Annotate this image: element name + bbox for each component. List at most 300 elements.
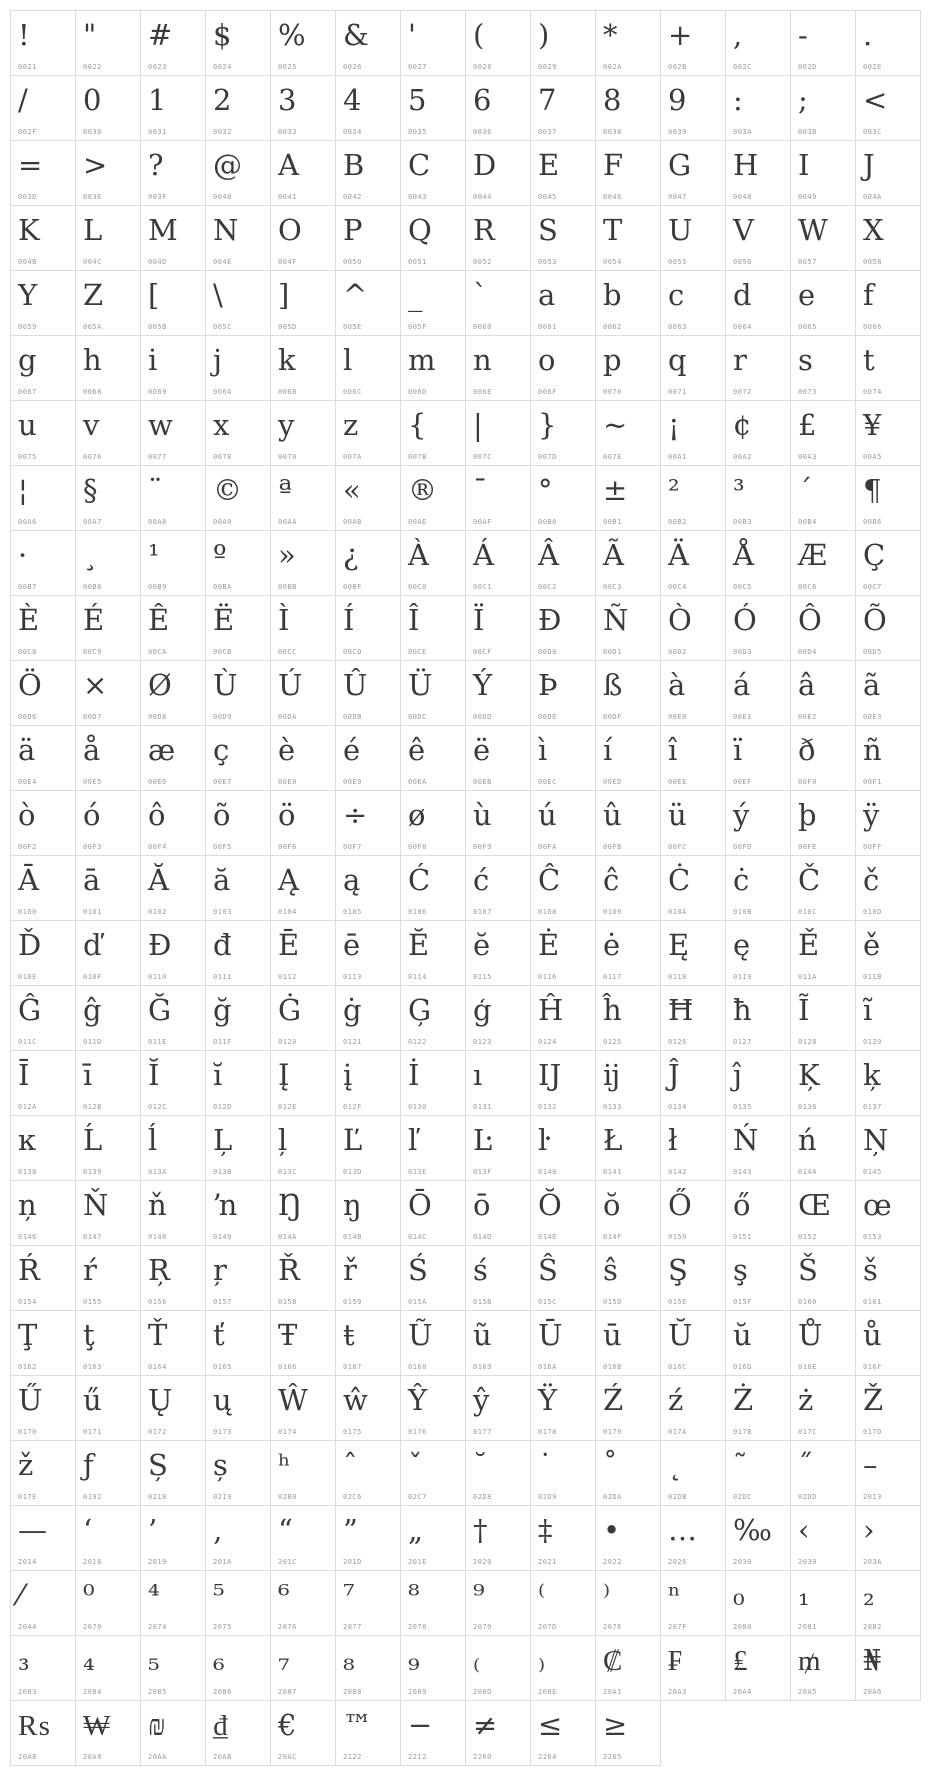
glyph-codepoint: 0119 <box>733 973 752 981</box>
glyph-cell <box>206 1051 271 1116</box>
glyph-char: ŉ <box>213 1188 239 1222</box>
glyph-codepoint: 00F2 <box>18 843 37 851</box>
glyph-codepoint: 00A2 <box>733 453 752 461</box>
glyph-char: ˇ <box>408 1448 423 1482</box>
glyph-cell <box>596 856 661 921</box>
glyph-cell <box>11 466 76 531</box>
glyph-char: Ħ <box>668 993 694 1027</box>
glyph-char: Ł <box>603 1123 623 1157</box>
glyph-codepoint: 0162 <box>18 1363 37 1371</box>
glyph-char: ₪ <box>148 1708 166 1742</box>
glyph-char: ⁰ <box>83 1578 95 1612</box>
glyph-char: ċ <box>733 863 750 897</box>
glyph-char: ₤ <box>733 1643 748 1677</box>
glyph-codepoint: 2122 <box>343 1753 362 1761</box>
glyph-codepoint: 20A9 <box>83 1753 102 1761</box>
glyph-codepoint: 0022 <box>83 63 102 71</box>
glyph-codepoint: 0024 <box>213 63 232 71</box>
glyph-cell <box>596 1311 661 1376</box>
glyph-codepoint: 0102 <box>148 908 167 916</box>
glyph-codepoint: 011C <box>18 1038 37 1046</box>
glyph-cell <box>336 1701 401 1766</box>
glyph-codepoint: 0141 <box>603 1168 622 1176</box>
glyph-char: ğ <box>213 993 232 1027</box>
glyph-char: ' <box>408 18 416 52</box>
glyph-char: ĝ <box>83 993 102 1027</box>
glyph-codepoint: 20AA <box>148 1753 167 1761</box>
glyph-codepoint: 0120 <box>278 1038 297 1046</box>
glyph-cell <box>596 791 661 856</box>
glyph-cell <box>206 1181 271 1246</box>
glyph-cell <box>206 1376 271 1441</box>
glyph-char: Ž <box>863 1383 884 1417</box>
glyph-cell <box>661 401 726 466</box>
glyph-codepoint: 0139 <box>83 1168 102 1176</box>
glyph-codepoint: 00A5 <box>863 453 882 461</box>
glyph-char: ß <box>603 668 623 702</box>
glyph-codepoint: 015A <box>408 1298 427 1306</box>
glyph-char: ć <box>473 863 490 897</box>
glyph-char: Ä <box>668 538 689 572</box>
glyph-cell <box>726 1506 791 1571</box>
glyph-codepoint: 2013 <box>863 1493 882 1501</box>
glyph-cell <box>466 1571 531 1636</box>
glyph-codepoint: 0039 <box>668 128 687 136</box>
glyph-cell <box>336 1636 401 1701</box>
glyph-char: ŕ <box>83 1253 97 1287</box>
glyph-cell <box>596 726 661 791</box>
glyph-cell <box>466 1506 531 1571</box>
glyph-char: x <box>213 408 230 442</box>
glyph-codepoint: 0114 <box>408 973 427 981</box>
glyph-codepoint: 20A6 <box>863 1688 882 1696</box>
glyph-codepoint: 0044 <box>473 193 492 201</box>
glyph-cell <box>856 1116 921 1181</box>
glyph-cell <box>791 921 856 986</box>
glyph-cell <box>141 921 206 986</box>
glyph-codepoint: 0023 <box>148 63 167 71</box>
glyph-cell <box>531 336 596 401</box>
glyph-cell <box>206 1506 271 1571</box>
glyph-char: Ã <box>603 538 624 572</box>
glyph-codepoint: 006A <box>213 388 232 396</box>
glyph-char: Ş <box>668 1253 688 1287</box>
glyph-char: ş <box>733 1253 748 1287</box>
glyph-char: Ŋ <box>278 1188 303 1222</box>
glyph-cell <box>596 336 661 401</box>
glyph-char: } <box>538 408 557 442</box>
glyph-codepoint: 0079 <box>278 453 297 461</box>
glyph-codepoint: 0050 <box>343 258 362 266</box>
glyph-char: N <box>213 213 239 247</box>
glyph-cell <box>141 336 206 401</box>
glyph-char: S <box>538 213 558 247</box>
glyph-codepoint: 012D <box>213 1103 232 1111</box>
glyph-cell <box>531 1311 596 1376</box>
glyph-codepoint: 00D2 <box>668 648 687 656</box>
glyph-char: Õ <box>863 603 887 637</box>
glyph-cell <box>791 1571 856 1636</box>
glyph-char: ‘ <box>83 1513 93 1547</box>
glyph-char: Ż <box>733 1383 754 1417</box>
glyph-char: @ <box>213 148 242 182</box>
glyph-char: ₄ <box>83 1643 95 1677</box>
glyph-codepoint: 00DA <box>278 713 297 721</box>
glyph-char: ⁾ <box>603 1578 611 1612</box>
glyph-cell <box>141 11 206 76</box>
glyph-cell <box>336 1376 401 1441</box>
glyph-char: Ś <box>408 1253 428 1287</box>
glyph-char: ⁸ <box>408 1578 420 1612</box>
glyph-cell <box>206 76 271 141</box>
glyph-cell <box>466 141 531 206</box>
glyph-cell <box>76 791 141 856</box>
glyph-codepoint: 2077 <box>343 1623 362 1631</box>
glyph-cell <box>271 1636 336 1701</box>
glyph-cell <box>271 1051 336 1116</box>
glyph-char: Ń <box>733 1123 759 1157</box>
glyph-char: ú <box>538 798 557 832</box>
glyph-cell <box>401 1051 466 1116</box>
glyph-char: Ċ <box>668 863 691 897</box>
glyph-codepoint: 0151 <box>733 1233 752 1241</box>
glyph-codepoint: 0068 <box>83 388 102 396</box>
glyph-codepoint: 0128 <box>798 1038 817 1046</box>
glyph-char: ! <box>18 18 30 52</box>
glyph-cell <box>11 336 76 401</box>
glyph-cell <box>401 1571 466 1636</box>
glyph-cell <box>206 1441 271 1506</box>
glyph-codepoint: 0121 <box>343 1038 362 1046</box>
glyph-codepoint: 00DE <box>538 713 557 721</box>
glyph-char: − <box>408 1708 433 1742</box>
glyph-char: ₦ <box>863 1643 882 1677</box>
glyph-char: ; <box>798 83 808 117</box>
glyph-codepoint: 2264 <box>538 1753 557 1761</box>
glyph-codepoint: 20A5 <box>798 1688 817 1696</box>
glyph-codepoint: 2030 <box>733 1558 752 1566</box>
glyph-cell <box>856 791 921 856</box>
glyph-char: ≤ <box>538 1708 563 1742</box>
glyph-char: Ŭ <box>668 1318 693 1352</box>
glyph-char: J <box>863 148 875 182</box>
glyph-char: v <box>83 408 100 442</box>
glyph-codepoint: 0122 <box>408 1038 427 1046</box>
glyph-char: ë <box>473 733 491 767</box>
glyph-char: ũ <box>473 1318 492 1352</box>
glyph-codepoint: 0108 <box>538 908 557 916</box>
glyph-cell <box>791 661 856 726</box>
glyph-char: ‰ <box>733 1513 772 1547</box>
glyph-char: ⁶ <box>278 1578 290 1612</box>
glyph-cell <box>401 986 466 1051</box>
glyph-codepoint: 00D6 <box>18 713 37 721</box>
glyph-char: å <box>83 733 101 767</box>
glyph-char: º <box>213 538 227 572</box>
glyph-codepoint: 2085 <box>148 1688 167 1696</box>
glyph-cell <box>206 596 271 661</box>
glyph-codepoint: 0146 <box>18 1233 37 1241</box>
glyph-char: Ĩ <box>798 993 810 1027</box>
glyph-char: Ő <box>668 1188 692 1222</box>
glyph-codepoint: 0163 <box>83 1363 102 1371</box>
glyph-codepoint: 0045 <box>538 193 557 201</box>
glyph-codepoint: 0046 <box>603 193 622 201</box>
glyph-codepoint: 00B6 <box>863 518 882 526</box>
glyph-codepoint: 002C <box>733 63 752 71</box>
glyph-cell <box>661 206 726 271</box>
glyph-cell <box>466 1441 531 1506</box>
glyph-char: ý <box>733 798 750 832</box>
glyph-char: ₅ <box>148 1643 160 1677</box>
glyph-char: İ <box>408 1058 420 1092</box>
glyph-cell <box>336 76 401 141</box>
glyph-cell <box>76 1376 141 1441</box>
glyph-cell <box>466 661 531 726</box>
glyph-cell <box>401 921 466 986</box>
glyph-char: / <box>18 83 28 117</box>
glyph-cell <box>401 336 466 401</box>
glyph-char: “ <box>278 1513 293 1547</box>
glyph-cell <box>726 1571 791 1636</box>
glyph-char: ‡ <box>538 1513 553 1547</box>
glyph-cell <box>76 1311 141 1376</box>
glyph-cell <box>726 1051 791 1116</box>
glyph-char: ³ <box>733 473 745 507</box>
glyph-codepoint: 0054 <box>603 258 622 266</box>
glyph-codepoint: 0052 <box>473 258 492 266</box>
glyph-cell <box>271 141 336 206</box>
glyph-char: F <box>603 148 624 182</box>
glyph-codepoint: 00B9 <box>148 583 167 591</box>
glyph-char: ¶ <box>863 473 882 507</box>
glyph-codepoint: 00FC <box>668 843 687 851</box>
glyph-char: · <box>18 538 28 572</box>
glyph-codepoint: 02D8 <box>473 1493 492 1501</box>
glyph-codepoint: 016D <box>733 1363 752 1371</box>
glyph-char: ī <box>83 1058 93 1092</box>
glyph-char: Ð <box>538 603 562 637</box>
glyph-char: ă <box>213 863 231 897</box>
glyph-char: „ <box>408 1513 424 1547</box>
glyph-char: ı <box>473 1058 483 1092</box>
glyph-char: ⁴ <box>148 1578 160 1612</box>
glyph-cell <box>401 76 466 141</box>
glyph-codepoint: 0037 <box>538 128 557 136</box>
glyph-char: þ <box>798 798 817 832</box>
glyph-cell <box>661 661 726 726</box>
glyph-codepoint: 2039 <box>798 1558 817 1566</box>
glyph-codepoint: 0025 <box>278 63 297 71</box>
glyph-cell <box>11 921 76 986</box>
glyph-cell <box>206 986 271 1051</box>
glyph-cell <box>206 531 271 596</box>
glyph-cell <box>466 206 531 271</box>
glyph-cell <box>271 76 336 141</box>
glyph-cell <box>76 661 141 726</box>
glyph-cell <box>336 1246 401 1311</box>
glyph-char: é <box>343 733 361 767</box>
glyph-cell <box>466 1376 531 1441</box>
glyph-codepoint: 0111 <box>213 973 232 981</box>
glyph-codepoint: 0150 <box>668 1233 687 1241</box>
glyph-codepoint: 0171 <box>83 1428 102 1436</box>
glyph-cell <box>531 1506 596 1571</box>
glyph-cell <box>726 1116 791 1181</box>
glyph-cell <box>856 856 921 921</box>
glyph-codepoint: 0134 <box>668 1103 687 1111</box>
glyph-codepoint: 006D <box>408 388 427 396</box>
glyph-char: Ľ <box>343 1123 363 1157</box>
glyph-codepoint: 0059 <box>18 323 37 331</box>
glyph-codepoint: 0029 <box>538 63 557 71</box>
glyph-char: Í <box>343 603 355 637</box>
glyph-codepoint: 014F <box>603 1233 622 1241</box>
glyph-cell <box>11 1246 76 1311</box>
glyph-char: Ĝ <box>18 993 42 1027</box>
glyph-char: € <box>278 1708 297 1742</box>
glyph-codepoint: 013F <box>473 1168 492 1176</box>
glyph-cell <box>206 726 271 791</box>
glyph-char: T <box>603 213 623 247</box>
glyph-cell <box>466 1636 531 1701</box>
glyph-codepoint: 0124 <box>538 1038 557 1046</box>
glyph-codepoint: 00FB <box>603 843 622 851</box>
glyph-cell <box>596 11 661 76</box>
glyph-codepoint: 0040 <box>213 193 232 201</box>
glyph-cell <box>726 986 791 1051</box>
glyph-codepoint: 0172 <box>148 1428 167 1436</box>
glyph-cell <box>531 1376 596 1441</box>
glyph-cell <box>141 1181 206 1246</box>
glyph-cell <box>531 531 596 596</box>
glyph-char: ï <box>733 733 743 767</box>
glyph-char: Ů <box>798 1318 823 1352</box>
glyph-codepoint: 02DD <box>798 1493 817 1501</box>
glyph-codepoint: 007E <box>603 453 622 461</box>
glyph-codepoint: 2078 <box>408 1623 427 1631</box>
glyph-codepoint: 011E <box>148 1038 167 1046</box>
glyph-codepoint: 017B <box>733 1428 752 1436</box>
glyph-codepoint: 00B0 <box>538 518 557 526</box>
glyph-cell <box>11 1181 76 1246</box>
glyph-cell <box>11 661 76 726</box>
glyph-codepoint: 017C <box>798 1428 817 1436</box>
glyph-codepoint: 00CD <box>343 648 362 656</box>
glyph-cell <box>401 1311 466 1376</box>
glyph-codepoint: 0042 <box>343 193 362 201</box>
glyph-cell <box>401 1506 466 1571</box>
glyph-cell <box>466 271 531 336</box>
glyph-char: Ņ <box>863 1123 889 1157</box>
glyph-char: L <box>83 213 103 247</box>
glyph-char: ì <box>538 733 548 767</box>
glyph-char: R <box>473 213 495 247</box>
glyph-char: § <box>83 473 98 507</box>
glyph-codepoint: 201E <box>408 1558 427 1566</box>
glyph-char: ŏ <box>603 1188 621 1222</box>
glyph-char: Ĵ <box>668 1058 680 1092</box>
glyph-codepoint: 0053 <box>538 258 557 266</box>
glyph-char: g <box>18 343 37 377</box>
glyph-codepoint: 015D <box>603 1298 622 1306</box>
glyph-char: = <box>18 148 43 182</box>
glyph-char: ( <box>473 18 485 52</box>
glyph-codepoint: 00A8 <box>148 518 167 526</box>
glyph-cell <box>271 1506 336 1571</box>
glyph-codepoint: 00F7 <box>343 843 362 851</box>
glyph-char: ) <box>538 18 550 52</box>
glyph-cell <box>141 271 206 336</box>
glyph-char: W <box>798 213 828 247</box>
glyph-cell <box>141 661 206 726</box>
glyph-cell <box>401 141 466 206</box>
glyph-char: ž <box>18 1448 34 1482</box>
glyph-cell <box>271 11 336 76</box>
glyph-char: Ė <box>538 928 560 962</box>
glyph-cell <box>401 791 466 856</box>
glyph-char: P <box>343 213 363 247</box>
glyph-grid <box>10 10 921 1766</box>
glyph-cell <box>661 1246 726 1311</box>
glyph-cell <box>141 401 206 466</box>
glyph-char: ⁵ <box>213 1578 225 1612</box>
glyph-char: Đ <box>148 928 172 962</box>
glyph-codepoint: 0177 <box>473 1428 492 1436</box>
glyph-codepoint: 00F1 <box>863 778 882 786</box>
glyph-cell <box>11 1701 76 1766</box>
glyph-cell <box>401 1701 466 1766</box>
glyph-cell <box>141 1051 206 1116</box>
glyph-cell <box>271 856 336 921</box>
glyph-cell <box>401 661 466 726</box>
glyph-cell <box>206 466 271 531</box>
glyph-cell <box>856 1506 921 1571</box>
glyph-codepoint: 0175 <box>343 1428 362 1436</box>
glyph-codepoint: 00C4 <box>668 583 687 591</box>
glyph-char: y <box>278 408 295 442</box>
glyph-cell <box>336 271 401 336</box>
glyph-char: 6 <box>473 83 492 117</box>
glyph-cell <box>596 1181 661 1246</box>
glyph-cell <box>141 466 206 531</box>
glyph-char: ₫ <box>213 1708 228 1742</box>
glyph-cell <box>531 856 596 921</box>
glyph-cell <box>11 596 76 661</box>
glyph-codepoint: 0161 <box>863 1298 882 1306</box>
glyph-codepoint: 015C <box>538 1298 557 1306</box>
glyph-char: ¸ <box>83 538 98 572</box>
glyph-cell <box>726 401 791 466</box>
glyph-codepoint: 0167 <box>343 1363 362 1371</box>
glyph-codepoint: 2086 <box>213 1688 232 1696</box>
glyph-codepoint: 00B3 <box>733 518 752 526</box>
glyph-char: â <box>798 668 816 702</box>
glyph-char: ņ <box>18 1188 37 1222</box>
glyph-char: « <box>343 473 361 507</box>
glyph-cell <box>596 271 661 336</box>
glyph-codepoint: 014C <box>408 1233 427 1241</box>
glyph-codepoint: 0155 <box>83 1298 102 1306</box>
glyph-char: ŋ <box>343 1188 362 1222</box>
glyph-cell <box>856 466 921 531</box>
glyph-cell <box>11 401 76 466</box>
glyph-cell <box>726 1441 791 1506</box>
glyph-codepoint: 207F <box>668 1623 687 1631</box>
glyph-char: ó <box>83 798 101 832</box>
glyph-codepoint: 2079 <box>473 1623 492 1631</box>
glyph-cell <box>141 986 206 1051</box>
